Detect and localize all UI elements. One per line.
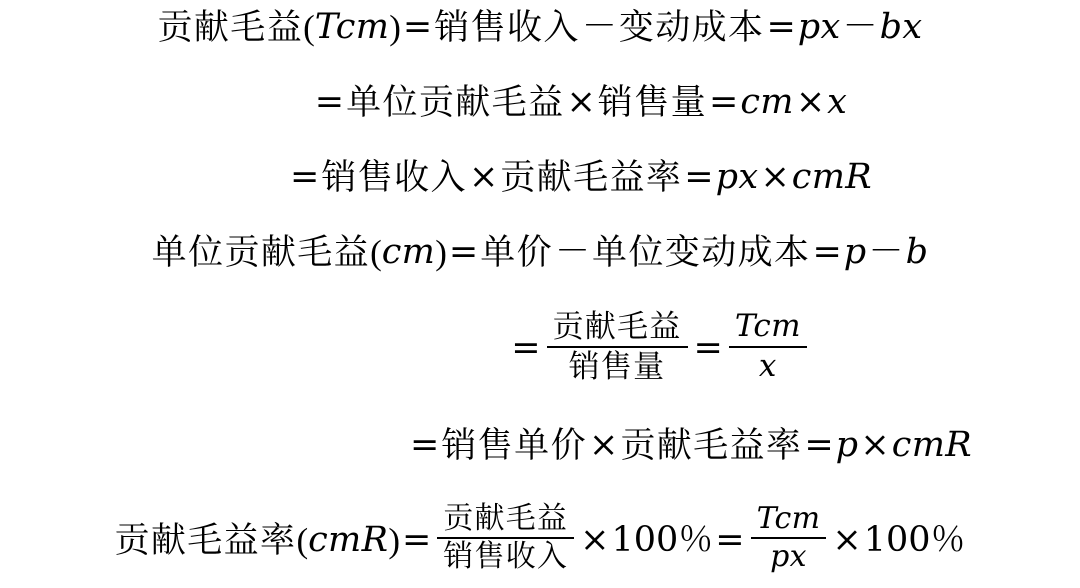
term-contribution-margin-ratio: 贡献毛益率 — [500, 158, 683, 198]
term-sales-unit-price: 销售单价 — [441, 425, 587, 465]
symbol-Tcm: Tcm — [314, 7, 390, 47]
fraction-numerator: Tcm — [756, 500, 821, 536]
times-sign: × — [566, 82, 596, 123]
term-unit-variable-cost: 单位变动成本 — [592, 233, 811, 273]
term-unit-contribution-margin: 单位贡献毛益 — [346, 83, 565, 123]
equals-sign-2: = — [709, 82, 739, 123]
minus-sign: － — [581, 7, 617, 47]
symbol-cmR: cmR — [308, 519, 389, 560]
equals-sign: = — [402, 7, 433, 47]
times-sign: × — [588, 424, 619, 465]
formula-line-3 — [14, 157, 1080, 198]
times-sign: × — [580, 519, 610, 560]
equals-sign: = — [448, 232, 479, 273]
term-unit-price: 单价 — [480, 233, 554, 273]
fraction-Tcm-over-px — [751, 501, 827, 576]
term-sales-volume: 销售量 — [597, 83, 707, 123]
symbol-b: b — [905, 232, 929, 273]
equals-sign-2: = — [766, 7, 796, 47]
equals-sign-2: = — [804, 424, 834, 465]
expression-bx: bx — [879, 7, 923, 47]
equals-sign-2: = — [684, 157, 714, 198]
equals-sign: = — [410, 424, 440, 465]
fraction-numerator: 贡献毛益 — [443, 501, 569, 535]
paren-close: ) — [435, 233, 447, 273]
times-sign-2: × — [760, 157, 790, 198]
equals-sign-2: = — [715, 519, 745, 560]
symbol-p: p — [835, 424, 859, 465]
symbol-p: p — [843, 232, 867, 273]
value-100-percent: 100％ — [611, 519, 714, 560]
paren-close: ) — [389, 8, 401, 47]
times-sign-2: × — [832, 519, 862, 560]
times-sign-2: × — [795, 82, 826, 123]
formula-line-1 — [14, 7, 1066, 47]
fraction-denominator: px — [770, 539, 807, 575]
equals-sign: = — [290, 157, 320, 198]
fraction-denominator: x — [758, 347, 777, 384]
minus-sign-2: － — [842, 7, 878, 47]
paren-close: ) — [388, 520, 400, 560]
formula-line-5 — [14, 310, 1080, 388]
times-sign: × — [468, 157, 499, 198]
term-contribution-margin: 贡献毛益 — [157, 8, 304, 47]
fraction-Tcm-over-x — [729, 308, 807, 386]
times-sign-2: × — [860, 424, 890, 465]
symbol-x: x — [827, 82, 848, 123]
fraction-denominator: 销售量 — [568, 348, 666, 384]
formula-line-4 — [14, 232, 1066, 273]
symbol-cmR: cmR — [791, 157, 872, 198]
symbol-cm: cm — [740, 82, 794, 123]
paren-open: ( — [296, 520, 309, 560]
fraction-numerator: 贡献毛益 — [552, 309, 682, 345]
minus-sign: － — [555, 232, 591, 273]
symbol-cm: cm — [381, 232, 436, 273]
equals-sign: = — [314, 82, 345, 123]
fraction-numerator: Tcm — [734, 308, 801, 345]
expression-px: px — [715, 157, 759, 198]
term-contribution-margin-ratio: 贡献毛益率 — [114, 520, 297, 560]
term-sales-revenue: 销售收入 — [321, 158, 467, 198]
fraction-denominator: 销售收入 — [443, 540, 569, 574]
paren-open: ( — [303, 8, 315, 47]
fraction-contribution-margin-over-sales-revenue — [437, 501, 574, 576]
equals-sign-2: = — [693, 328, 723, 369]
paren-open: ( — [370, 233, 382, 273]
equals-sign: = — [401, 519, 432, 560]
term-contribution-margin-ratio: 贡献毛益率 — [620, 425, 803, 465]
formula-line-7 — [14, 500, 1066, 578]
fraction-contribution-margin-over-sales-volume — [547, 308, 688, 386]
term-unit-contribution-margin: 单位贡献毛益 — [151, 233, 371, 273]
minus-sign-2: － — [868, 232, 904, 273]
value-100-percent-2: 100％ — [863, 519, 966, 560]
expression-px: px — [797, 7, 841, 47]
symbol-cmR: cmR — [891, 424, 972, 465]
equals-sign: = — [511, 328, 541, 369]
term-variable-cost: 变动成本 — [618, 8, 765, 47]
equals-sign-2: = — [812, 232, 842, 273]
term-sales-revenue: 销售收入 — [434, 8, 580, 47]
formula-line-6 — [14, 424, 1080, 465]
formula-line-2 — [14, 82, 1080, 123]
